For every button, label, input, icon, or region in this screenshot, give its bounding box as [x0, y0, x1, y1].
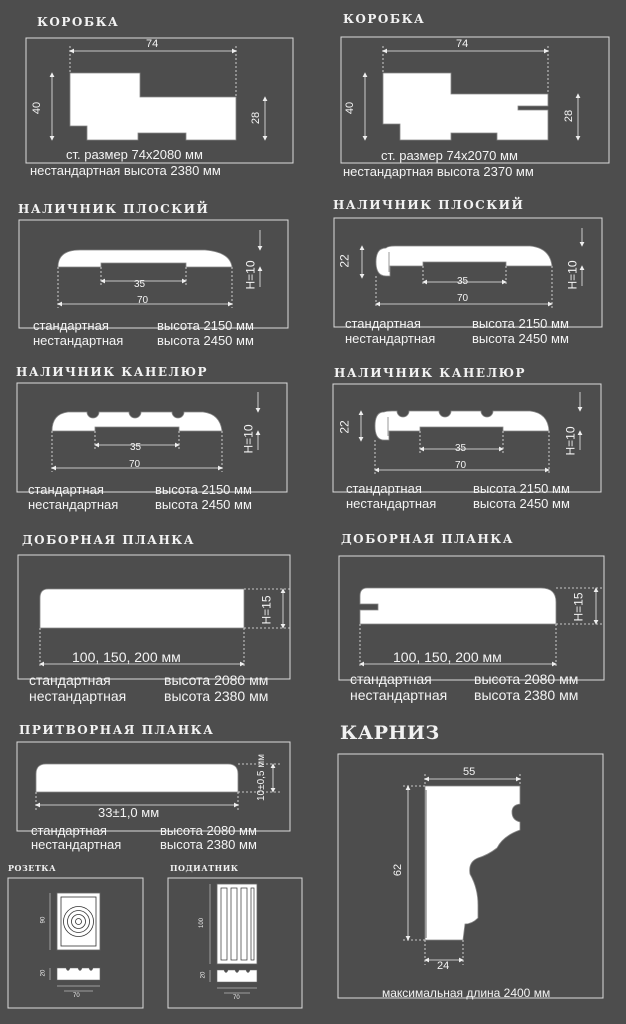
profile-pritvornaya — [36, 764, 238, 792]
dobornaya-left-std-value: высота 2080 мм — [164, 672, 269, 688]
nalichnik-ploskiy-left-std-label: стандартная — [33, 318, 109, 333]
dobornaya-left-dim-width: 100, 150, 200 мм — [72, 649, 181, 665]
nalichnik-ploskiy-left-dim-inner: 35 — [134, 279, 146, 290]
nalichnik-ploskiy-right-nonstd-value: высота 2450 мм — [472, 331, 569, 346]
nalichnik-ploskiy-left-std-value: высота 2150 мм — [157, 318, 254, 333]
korobka-left-line2: нестандартная высота 2380 мм — [30, 163, 221, 178]
korobka-right-dim-width: 74 — [456, 38, 469, 50]
rozetka-drawing — [50, 893, 100, 991]
profile-korobka-left — [70, 73, 236, 140]
dobornaya-right-std-label: стандартная — [350, 671, 432, 687]
pritvornaya-std-label: стандартная — [31, 823, 107, 838]
profile-nalichnik-kanelur-left — [52, 412, 222, 431]
nalichnik-kanelur-left-nonstd-label: нестандартная — [28, 497, 119, 512]
korobka-left-dim-depth: 28 — [250, 111, 263, 125]
rozetka-dim-w: 70 — [73, 993, 80, 999]
nalichnik-ploskiy-left-title: НАЛИЧНИК ПЛОСКИЙ — [18, 202, 210, 216]
pritvornaya-nonstd-label: нестандартная — [31, 837, 122, 852]
profile-dobornaya-left — [40, 589, 244, 628]
korobka-left-title: КОРОБКА — [37, 15, 120, 29]
podiatnik-dim-d: 20 — [200, 971, 207, 979]
korobka-right-line2: нестандартная высота 2370 мм — [343, 164, 534, 179]
karniz-dim-top: 55 — [463, 766, 476, 778]
nalichnik-ploskiy-right-dim-side: 22 — [337, 254, 352, 268]
dobornaya-right-std-value: высота 2080 мм — [474, 671, 579, 687]
nalichnik-ploskiy-left-nonstd-value: высота 2450 мм — [157, 333, 254, 348]
nalichnik-kanelur-right-dim-h: H=10 — [563, 426, 578, 456]
karniz-title: КАРНИЗ — [340, 722, 440, 744]
nalichnik-ploskiy-right-dim-h: H=10 — [565, 260, 580, 290]
dobornaya-right-dim-width: 100, 150, 200 мм — [393, 649, 502, 665]
profile-nalichnik-ploskiy-right — [376, 246, 552, 276]
karniz-caption: максимальная длина 2400 мм — [382, 986, 551, 1000]
podiatnik-title: ПОДИАТНИК — [170, 863, 239, 873]
rozetka-title: РОЗЕТКА — [8, 863, 57, 873]
nalichnik-kanelur-right-title: НАЛИЧНИК КАНЕЛЮР — [334, 366, 527, 380]
nalichnik-kanelur-right-std-label: стандартная — [346, 481, 422, 496]
frame-nalichnik-ploskiy-right — [334, 218, 602, 327]
nalichnik-ploskiy-right-title: НАЛИЧНИК ПЛОСКИЙ — [333, 198, 525, 212]
nalichnik-kanelur-right-nonstd-label: нестандартная — [346, 496, 437, 511]
nalichnik-ploskiy-right-std-value: высота 2150 мм — [472, 316, 569, 331]
dobornaya-right-title: ДОБОРНАЯ ПЛАНКА — [341, 532, 514, 546]
korobka-left-dim-width: 74 — [146, 38, 159, 50]
nalichnik-kanelur-left-dim-h: H=10 — [241, 424, 256, 454]
dobornaya-left-nonstd-label: нестандартная — [29, 688, 127, 704]
profile-karniz — [425, 786, 520, 940]
nalichnik-kanelur-left-nonstd-value: высота 2450 мм — [155, 497, 252, 512]
dobornaya-left-std-label: стандартная — [29, 672, 111, 688]
profile-nalichnik-ploskiy-left — [58, 250, 232, 267]
podiatnik-dim-h: 100 — [199, 917, 206, 929]
pritvornaya-title: ПРИТВОРНАЯ ПЛАНКА — [19, 723, 215, 737]
nalichnik-kanelur-right-nonstd-value: высота 2450 мм — [473, 496, 570, 511]
nalichnik-ploskiy-left-dim-outer: 70 — [137, 295, 149, 306]
korobka-right-line1: ст. размер 74х2070 мм — [381, 148, 518, 163]
profile-korobka-right — [383, 73, 548, 140]
dobornaya-right-nonstd-label: нестандартная — [350, 687, 448, 703]
pritvornaya-dim-h: 10±0,5 мм — [256, 753, 268, 802]
karniz-dim-height: 62 — [392, 863, 405, 877]
nalichnik-kanelur-right-std-value: высота 2150 мм — [473, 481, 570, 496]
korobka-right-dim-depth: 28 — [563, 109, 576, 123]
nalichnik-kanelur-left-dim-outer: 70 — [129, 459, 141, 470]
korobka-right-title: КОРОБКА — [343, 12, 426, 26]
pritvornaya-nonstd-value: высота 2380 мм — [160, 837, 257, 852]
nalichnik-kanelur-left-title: НАЛИЧНИК КАНЕЛЮР — [16, 365, 209, 379]
podiatnik-dim-w: 70 — [233, 995, 240, 1001]
nalichnik-ploskiy-left-dim-h: H=10 — [243, 260, 258, 290]
dobornaya-left-dim-h: H=15 — [259, 595, 274, 625]
podiatnik-drawing — [210, 884, 257, 993]
dobornaya-right-nonstd-value: высота 2380 мм — [474, 687, 579, 703]
profile-nalichnik-kanelur-right — [375, 411, 549, 440]
rozetka-dim-d: 20 — [40, 969, 47, 977]
korobka-left-dim-height: 40 — [31, 101, 44, 115]
nalichnik-kanelur-right-dim-inner: 35 — [455, 443, 467, 454]
korobka-left-line1: ст. размер 74х2080 мм — [66, 147, 203, 162]
dobornaya-right-dim-h: H=15 — [571, 592, 586, 622]
pritvornaya-dim-width: 33±1,0 мм — [98, 805, 160, 820]
dobornaya-left-title: ДОБОРНАЯ ПЛАНКА — [22, 533, 195, 547]
nalichnik-ploskiy-right-dim-inner: 35 — [457, 276, 469, 287]
nalichnik-ploskiy-left-nonstd-label: нестандартная — [33, 333, 124, 348]
karniz-dim-bottom: 24 — [437, 960, 450, 972]
nalichnik-kanelur-right-dim-outer: 70 — [455, 460, 467, 471]
profile-dobornaya-right — [360, 588, 556, 624]
nalichnik-kanelur-left-std-label: стандартная — [28, 482, 104, 497]
nalichnik-ploskiy-right-dim-outer: 70 — [457, 293, 469, 304]
nalichnik-kanelur-left-dim-inner: 35 — [130, 442, 142, 453]
dobornaya-left-nonstd-value: высота 2380 мм — [164, 688, 269, 704]
pritvornaya-std-value: высота 2080 мм — [160, 823, 257, 838]
nalichnik-kanelur-left-std-value: высота 2150 мм — [155, 482, 252, 497]
nalichnik-kanelur-right-dim-side: 22 — [337, 420, 352, 434]
nalichnik-ploskiy-right-std-label: стандартная — [345, 316, 421, 331]
frame-nalichnik-kanelur-right — [333, 384, 601, 492]
nalichnik-ploskiy-right-nonstd-label: нестандартная — [345, 331, 436, 346]
rozetka-dim-h: 90 — [40, 916, 47, 924]
korobka-right-dim-height: 40 — [344, 101, 357, 115]
